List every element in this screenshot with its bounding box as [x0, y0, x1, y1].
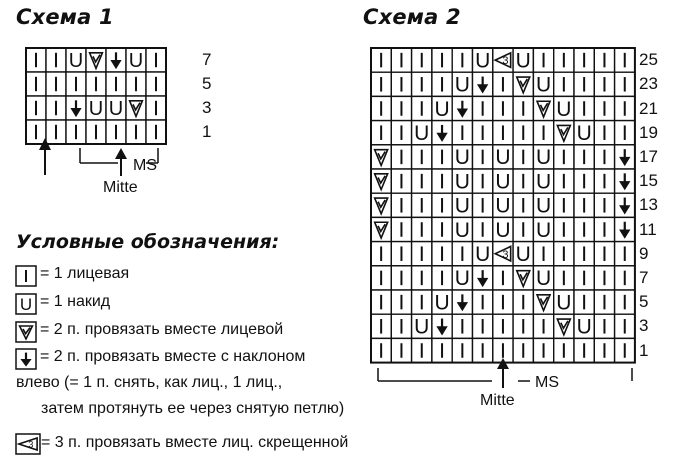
- svg-text:U: U: [454, 194, 470, 218]
- svg-text:U: U: [556, 97, 572, 121]
- scheme2-mitte-label: Mitte: [480, 392, 515, 409]
- stitch-yo-icon: [556, 291, 571, 314]
- legend-text-ssk-cont-1: влево (= 1 п. снять, как лиц., 1 лиц.,: [16, 374, 283, 391]
- svg-text:U: U: [434, 291, 450, 315]
- stitch-yo-icon: [516, 49, 531, 72]
- svg-text:U: U: [68, 50, 84, 73]
- stitch-yo-icon: [536, 170, 551, 193]
- svg-text:U: U: [535, 146, 552, 170]
- stitch-yo-icon: [475, 243, 490, 266]
- svg-text:U: U: [576, 315, 592, 339]
- stitch-yo-icon: [556, 98, 571, 121]
- svg-text:U: U: [535, 218, 552, 242]
- svg-text:U: U: [515, 242, 531, 266]
- svg-text:U: U: [515, 49, 531, 73]
- row-number: 21: [639, 98, 658, 118]
- row-number: 23: [639, 74, 658, 94]
- svg-text:U: U: [454, 267, 470, 291]
- row-number: 3: [202, 98, 212, 117]
- stitch-yo-icon: [434, 98, 449, 121]
- row-number: 1: [202, 122, 212, 141]
- scheme1-chart: [26, 48, 166, 144]
- stitch-yo-icon: [516, 243, 531, 266]
- legend-text-k2tog: = 2 п. провязать вместе лицевой: [40, 321, 284, 338]
- row-number: 15: [639, 171, 658, 191]
- svg-text:U: U: [535, 170, 552, 194]
- svg-text:U: U: [19, 295, 33, 314]
- scheme2-ms-label: MS: [535, 374, 559, 391]
- row-number: 13: [639, 195, 658, 215]
- svg-text:U: U: [495, 170, 511, 194]
- stitch-yo-icon: [455, 219, 470, 242]
- svg-text:U: U: [475, 49, 491, 73]
- stitch-yo-icon: [109, 98, 123, 120]
- stitch-yo-icon: [577, 122, 592, 145]
- row-number: 11: [639, 219, 657, 239]
- svg-text:U: U: [576, 121, 592, 145]
- scheme1-mitte-label: Mitte: [103, 179, 138, 196]
- legend-text-yarn-over: = 1 накид: [40, 293, 111, 310]
- stitch-yo-icon: [536, 267, 551, 290]
- svg-text:U: U: [535, 73, 552, 97]
- stitch-yo-icon: [536, 74, 551, 97]
- stitch-yo-icon: [455, 146, 470, 169]
- svg-text:U: U: [454, 218, 470, 242]
- svg-text:U: U: [495, 146, 511, 170]
- stitch-yo-icon: [495, 219, 510, 242]
- row-number: 5: [639, 292, 649, 312]
- stitch-yo-icon: [20, 295, 32, 314]
- legend-title: Условные обозначения:: [16, 231, 280, 253]
- svg-text:U: U: [495, 218, 511, 242]
- svg-text:U: U: [434, 97, 450, 121]
- stitch-yo-icon: [434, 291, 449, 314]
- stitch-yo-icon: [455, 74, 470, 97]
- svg-text:U: U: [495, 194, 511, 218]
- stitch-yo-icon: [495, 146, 510, 169]
- legend-text-ssk-cont-2: затем протянуть ее через снятую петлю): [41, 400, 345, 417]
- stitch-yo-icon: [536, 219, 551, 242]
- stitch-yo-icon: [455, 170, 470, 193]
- stitch-yo-icon: [69, 50, 83, 72]
- row-number: 1: [639, 340, 649, 360]
- legend-text-ssk: = 2 п. провязать вместе с наклоном: [40, 348, 306, 365]
- scheme2-title: Схема 2: [363, 5, 461, 29]
- stitch-yo-icon: [475, 49, 490, 72]
- row-number: 7: [639, 267, 649, 287]
- svg-text:U: U: [454, 73, 470, 97]
- row-number: 17: [639, 146, 658, 166]
- svg-text:U: U: [108, 98, 124, 121]
- row-number: 19: [639, 122, 658, 142]
- svg-text:U: U: [128, 50, 144, 73]
- svg-text:U: U: [414, 315, 430, 339]
- legend-symbols: [16, 266, 40, 454]
- stitch-yo-icon: [455, 195, 470, 218]
- stitch-yo-icon: [495, 170, 510, 193]
- svg-text:U: U: [475, 242, 491, 266]
- stitch-yo-icon: [536, 146, 551, 169]
- stitch-yo-icon: [129, 50, 143, 72]
- stitch-yo-icon: [414, 316, 429, 339]
- svg-text:U: U: [535, 194, 552, 218]
- svg-text:3: 3: [502, 248, 509, 261]
- legend-text-knit: = 1 лицевая: [40, 265, 130, 282]
- stitch-yo-icon: [89, 98, 103, 120]
- scheme2-chart: [371, 48, 635, 363]
- svg-text:U: U: [454, 146, 470, 170]
- scheme1-title: Схема 1: [16, 5, 114, 29]
- svg-text:3: 3: [502, 55, 509, 68]
- row-number: 25: [639, 50, 658, 70]
- row-number: 9: [639, 243, 649, 263]
- svg-text:U: U: [88, 98, 104, 121]
- legend-text-k3tog: = 3 п. провязать вместе лиц. скрещенной: [41, 434, 349, 451]
- stitch-yo-icon: [577, 316, 592, 339]
- row-number: 3: [639, 316, 649, 336]
- svg-text:U: U: [535, 267, 552, 291]
- svg-text:U: U: [454, 170, 470, 194]
- row-number: 7: [202, 50, 212, 69]
- stitch-yo-icon: [495, 195, 510, 218]
- scheme1-ms-label: MS: [133, 157, 157, 174]
- svg-text:U: U: [556, 291, 572, 315]
- stitch-yo-icon: [414, 122, 429, 145]
- stitch-yo-icon: [536, 195, 551, 218]
- svg-text:U: U: [414, 121, 430, 145]
- stitch-yo-icon: [455, 267, 470, 290]
- row-number: 5: [202, 74, 212, 93]
- svg-text:3: 3: [28, 439, 34, 450]
